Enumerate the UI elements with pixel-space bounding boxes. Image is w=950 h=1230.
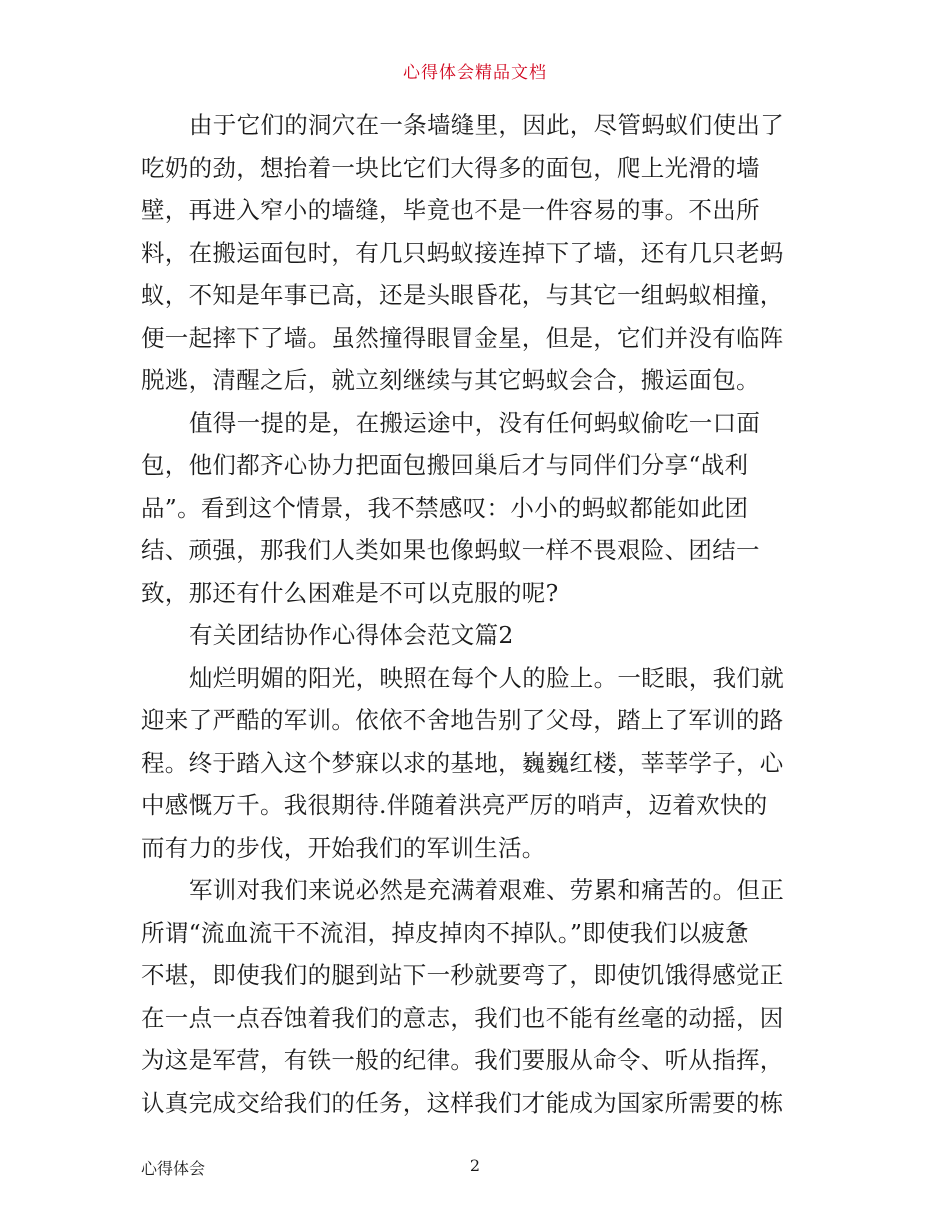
body-line: 值得一提的是，在搬运途中，没有任何蚂蚁偷吃一口面 (189, 408, 761, 437)
body-line: 脱逃，清醒之后，就立刻继续与其它蚂蚁会合，搬运面包。 (141, 366, 760, 394)
footer-label: 心得体会 (141, 1159, 206, 1178)
page-number: 2 (469, 1156, 481, 1175)
page-header-title: 心得体会精品文档 (403, 63, 547, 83)
body-line: 而有力的步伐，开始我们的军训生活。 (141, 833, 546, 862)
body-line: 认真完成交给我们的任务，这样我们才能成为国家所需要的栋 (141, 1088, 784, 1117)
body-line: 包，他们都齐心协力把面包搬回巢后才与同伴们分享“战利 (141, 451, 749, 479)
document-body (141, 104, 816, 1124)
body-line: 不堪，即使我们的腿到站下一秒就要弯了，即使饥饿得感觉正 (141, 961, 784, 989)
body-line: 吃奶的劲，想抬着一块比它们大得多的面包，爬上光滑的墙 (141, 153, 760, 182)
body-line: 中感慨万千。我很期待.伴随着洪亮严厉的哨声，迈着欢快的 (141, 791, 768, 819)
body-line: 品”。看到这个情景，我不禁感叹：小小的蚂蚁都能如此团 (141, 493, 749, 522)
body-line: 由于它们的洞穴在一条墙缝里，因此，尽管蚂蚁们使出了 (189, 111, 784, 139)
body-line: 为这是军营，有铁一般的纪律。我们要服从命令、听从指挥， (141, 1046, 784, 1074)
body-line: 程。终于踏入这个梦寐以求的基地，巍巍红楼，莘莘学子，心 (141, 748, 784, 777)
body-line: 蚁，不知是年事已高，还是头眼昏花，与其它一组蚂蚁相撞， (141, 281, 784, 309)
body-line: 壁，再进入窄小的墙缝，毕竟也不是一件容易的事。不出所 (141, 196, 760, 224)
body-line: 迎来了严酷的军训。依依不舍地告别了父母，踏上了军训的路 (141, 706, 784, 734)
body-line: 灿烂明媚的阳光，映照在每个人的脸上。一眨眼，我们就 (189, 663, 784, 692)
body-line: 结、顽强，那我们人类如果也像蚂蚁一样不畏艰险、团结一 (141, 536, 760, 564)
body-line: 便一起摔下了墙。虽然撞得眼冒金星，但是，它们并没有临阵 (141, 323, 784, 352)
body-line: 军训对我们来说必然是充满着艰难、劳累和痛苦的。但正 (189, 876, 784, 904)
body-line: 在一点一点吞蚀着我们的意志，我们也不能有丝毫的动摇，因 (141, 1003, 784, 1032)
body-line: 料，在搬运面包时，有几只蚂蚁接连掉下了墙，还有几只老蚂 (141, 238, 784, 267)
body-line: 致，那还有什么困难是不可以克服的呢? (141, 578, 559, 607)
body-line: 所谓“流血流干不流泪，掉皮掉肉不掉队。”即使我们以疲惫 (141, 918, 749, 947)
section-heading: 有关团结协作心得体会范文篇2 (189, 621, 514, 649)
